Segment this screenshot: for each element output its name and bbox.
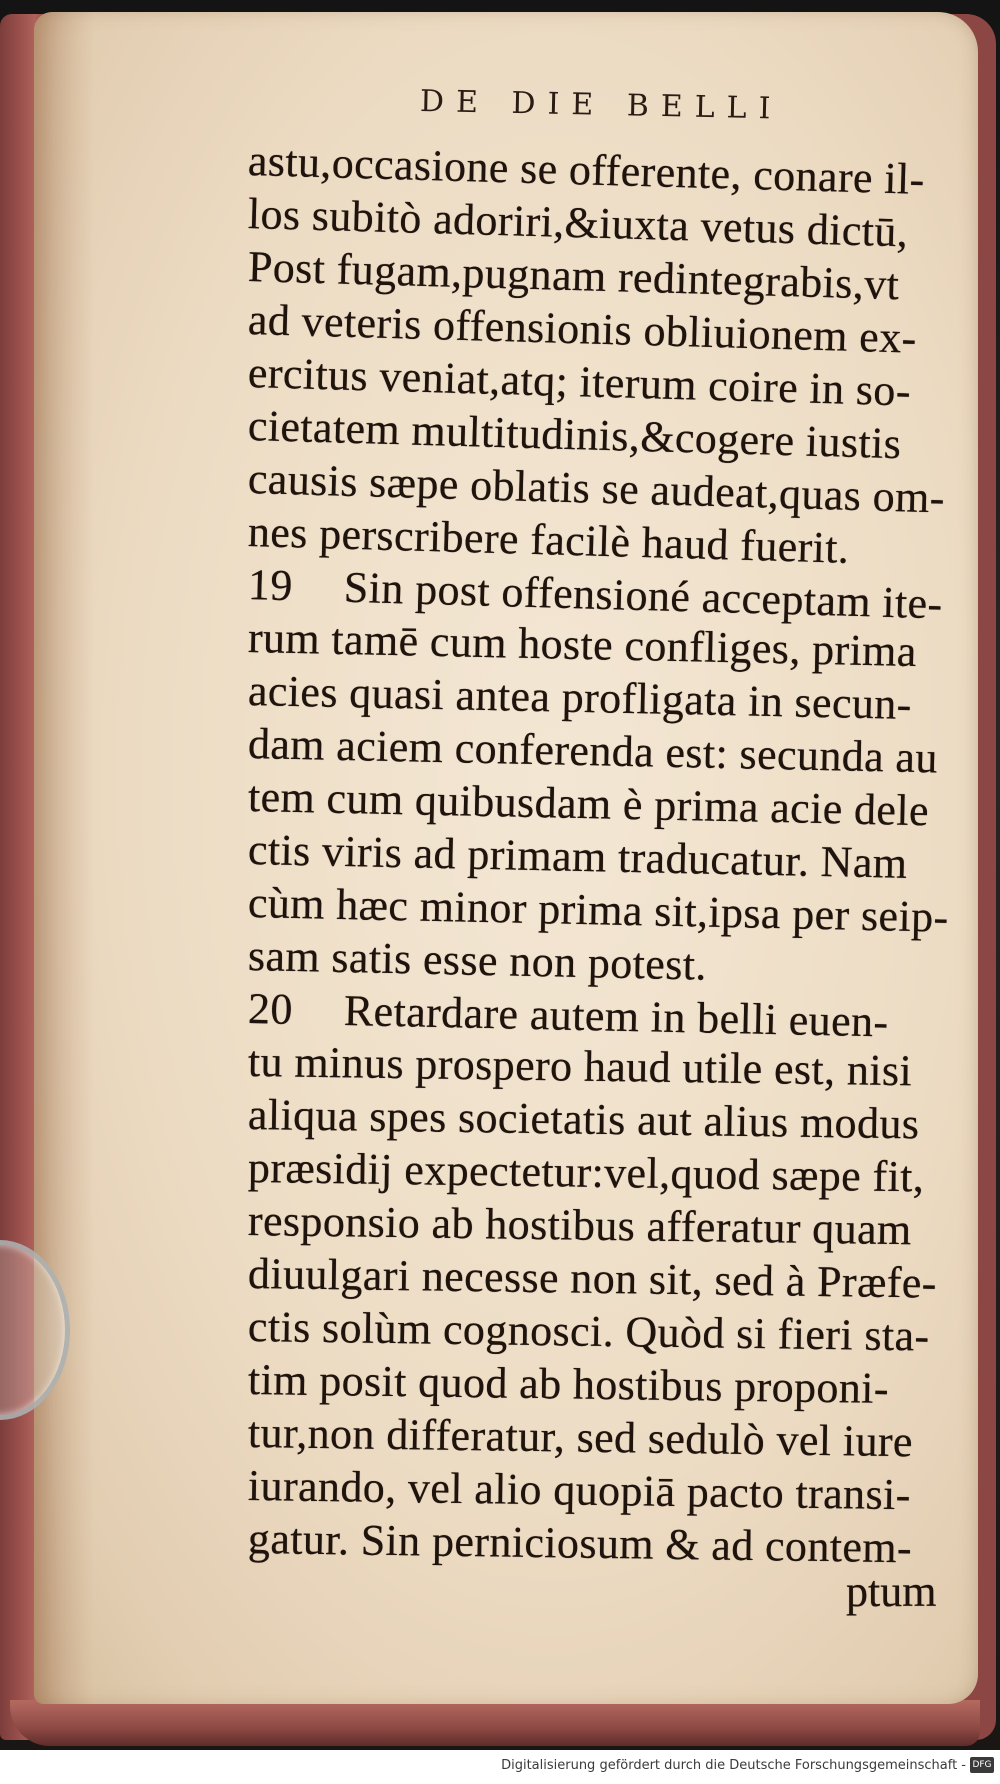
text-line: tem cum quibusdam è prima acie dele xyxy=(247,772,930,836)
page-gutter-shadow xyxy=(34,12,94,1704)
text-line: responsio ab hostibus afferatur quam xyxy=(247,1196,912,1255)
text-line: cietatem multitudinis,&cogere iustis xyxy=(247,401,902,469)
text-line: ad veteris offensionis obliuionem ex- xyxy=(247,295,918,363)
text-line: cùm hæc minor prima sit,ipsa per seip- xyxy=(247,878,950,942)
text-line: causis sæpe oblatis se audeat,quas om- xyxy=(247,454,946,523)
text-line: ercitus veniat,atq; iterum coire in so- xyxy=(247,348,912,416)
text-line: tur,non differatur, sed sedulò vel iure xyxy=(247,1408,914,1467)
text-line: tim posit quod ab hostibus proponi- xyxy=(247,1355,890,1413)
text-line: gatur. Sin perniciosum & ad contem- xyxy=(247,1514,913,1573)
text-line: Sin post offensioné acceptam ite- xyxy=(343,562,944,629)
text-line: los subitò adoriri,&iuxta vetus dictū, xyxy=(247,189,909,257)
section-number-20: 20 xyxy=(247,984,294,1034)
running-head: DE DIE BELLI xyxy=(419,84,783,127)
text-line: dam aciem conferenda est: secunda au xyxy=(247,719,939,783)
book-bottom-edge xyxy=(10,1700,980,1746)
page-text-block xyxy=(247,134,960,1573)
text-line: ctis solùm cognosci. Quòd si fieri sta- xyxy=(247,1302,930,1361)
text-line: diuulgari necesse non sit, sed à Præfe- xyxy=(247,1249,938,1308)
text-line: nes perscribere facilè haud fuerit. xyxy=(247,507,851,573)
text-line: ctis viris ad primam traducatur. Nam xyxy=(247,825,908,888)
footer-credit: Digitalisierung gefördert durch die Deutsche Forschungsgemeinschaft - xyxy=(501,1758,966,1773)
section-number-19: 19 xyxy=(247,560,294,611)
text-line: aliqua spes societatis aut alius modus xyxy=(247,1090,920,1149)
text-line: tu minus prospero haud utile est, nisi xyxy=(247,1037,913,1096)
text-line: astu,occasione se offerente, conare il- xyxy=(247,136,926,204)
text-line: sam satis esse non potest. xyxy=(247,931,708,990)
text-line: præsidij expectetur:vel,quod sæpe fit, xyxy=(247,1143,925,1202)
dfg-logo: DFG xyxy=(970,1757,994,1773)
catchword: ptum xyxy=(846,1567,937,1616)
digitization-footer xyxy=(0,1752,1000,1784)
text-line: rum tamē cum hoste confliges, prima xyxy=(247,613,918,677)
text-line: iurando, vel alio quopiā pacto transi- xyxy=(247,1461,912,1520)
text-line: acies quasi antea profligata in secun- xyxy=(247,666,913,729)
text-line: Retardare autem in belli euen- xyxy=(343,986,890,1047)
text-line: Post fugam,pugnam redintegrabis,vt xyxy=(247,242,900,310)
